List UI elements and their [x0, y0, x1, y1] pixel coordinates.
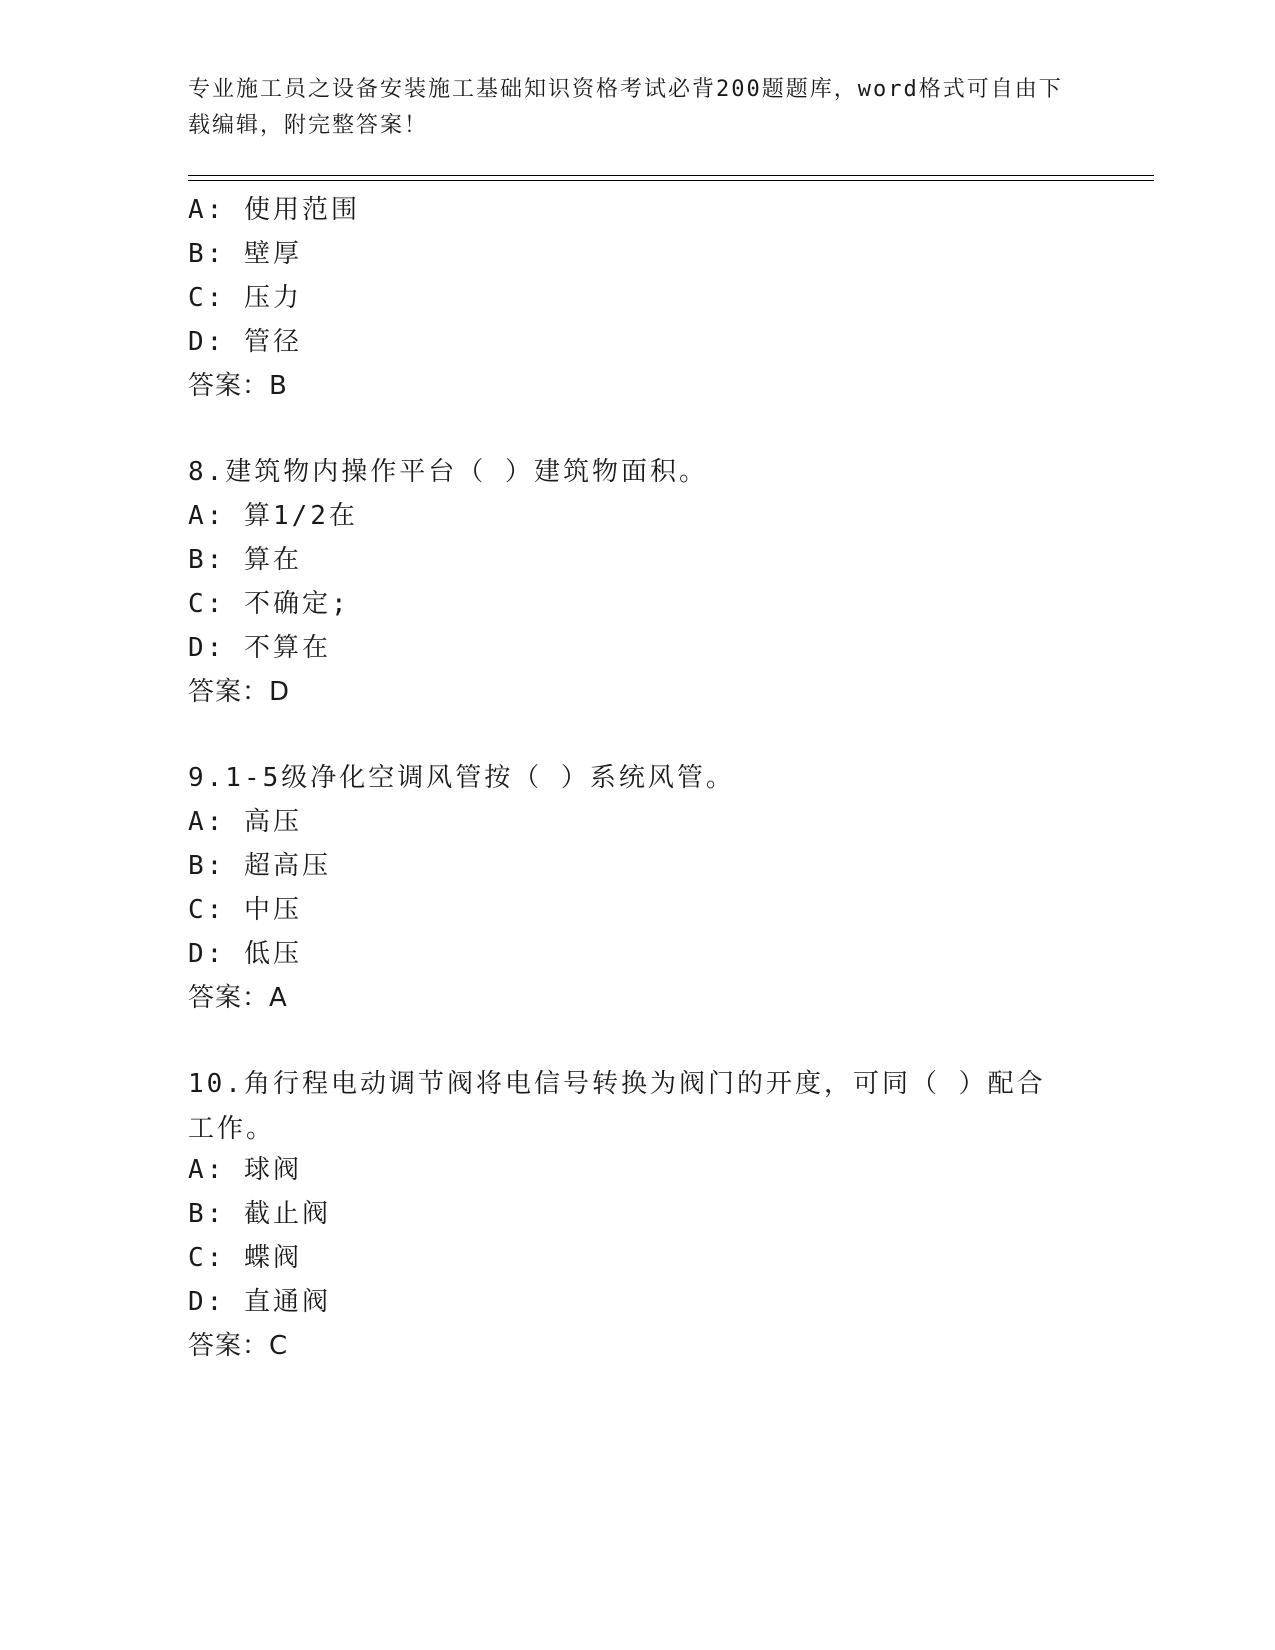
- q9-option-c: C: 中压: [188, 895, 302, 925]
- header-divider-bottom: [188, 180, 1154, 181]
- q8-option-c: C: 不确定;: [188, 589, 350, 619]
- header-divider-top: [188, 175, 1154, 176]
- q8-option-b: B: 算在: [188, 545, 302, 575]
- q8-option-a: A: 算1/2在: [188, 501, 358, 531]
- q9-option-d: D: 低压: [188, 939, 302, 969]
- q10-question: 10.角行程电动调节阀将电信号转换为阀门的开度，可同（ ）配合工作。: [188, 1069, 1046, 1144]
- q9-answer: 答案：A: [188, 983, 288, 1013]
- q7-answer: 答案：B: [188, 371, 288, 401]
- q9-option-b: B: 超高压: [188, 851, 331, 881]
- q9-option-a: A: 高压: [188, 807, 302, 837]
- q10-option-b: B: 截止阀: [188, 1199, 331, 1229]
- q10-option-c: C: 蝶阀: [188, 1243, 302, 1273]
- q10-option-a: A: 球阀: [188, 1155, 302, 1185]
- q9-question: 9.1-5级净化空调风管按（ ）系统风管。: [188, 763, 735, 793]
- q7-option-a: A: 使用范围: [188, 195, 360, 225]
- q8-answer: 答案：D: [188, 677, 291, 707]
- q10-answer: 答案：C: [188, 1331, 289, 1361]
- q7-option-c: C: 压力: [188, 283, 302, 313]
- q10-option-d: D: 直通阀: [188, 1287, 331, 1317]
- q8-option-d: D: 不算在: [188, 633, 331, 663]
- document-header: 专业施工员之设备安装施工基础知识资格考试必背200题题库，word格式可自由下载编辑，附完整答案！: [188, 77, 1063, 138]
- q8-question: 8.建筑物内操作平台（ ）建筑物面积。: [188, 457, 708, 487]
- q7-option-b: B: 壁厚: [188, 239, 302, 269]
- q7-option-d: D: 管径: [188, 327, 302, 357]
